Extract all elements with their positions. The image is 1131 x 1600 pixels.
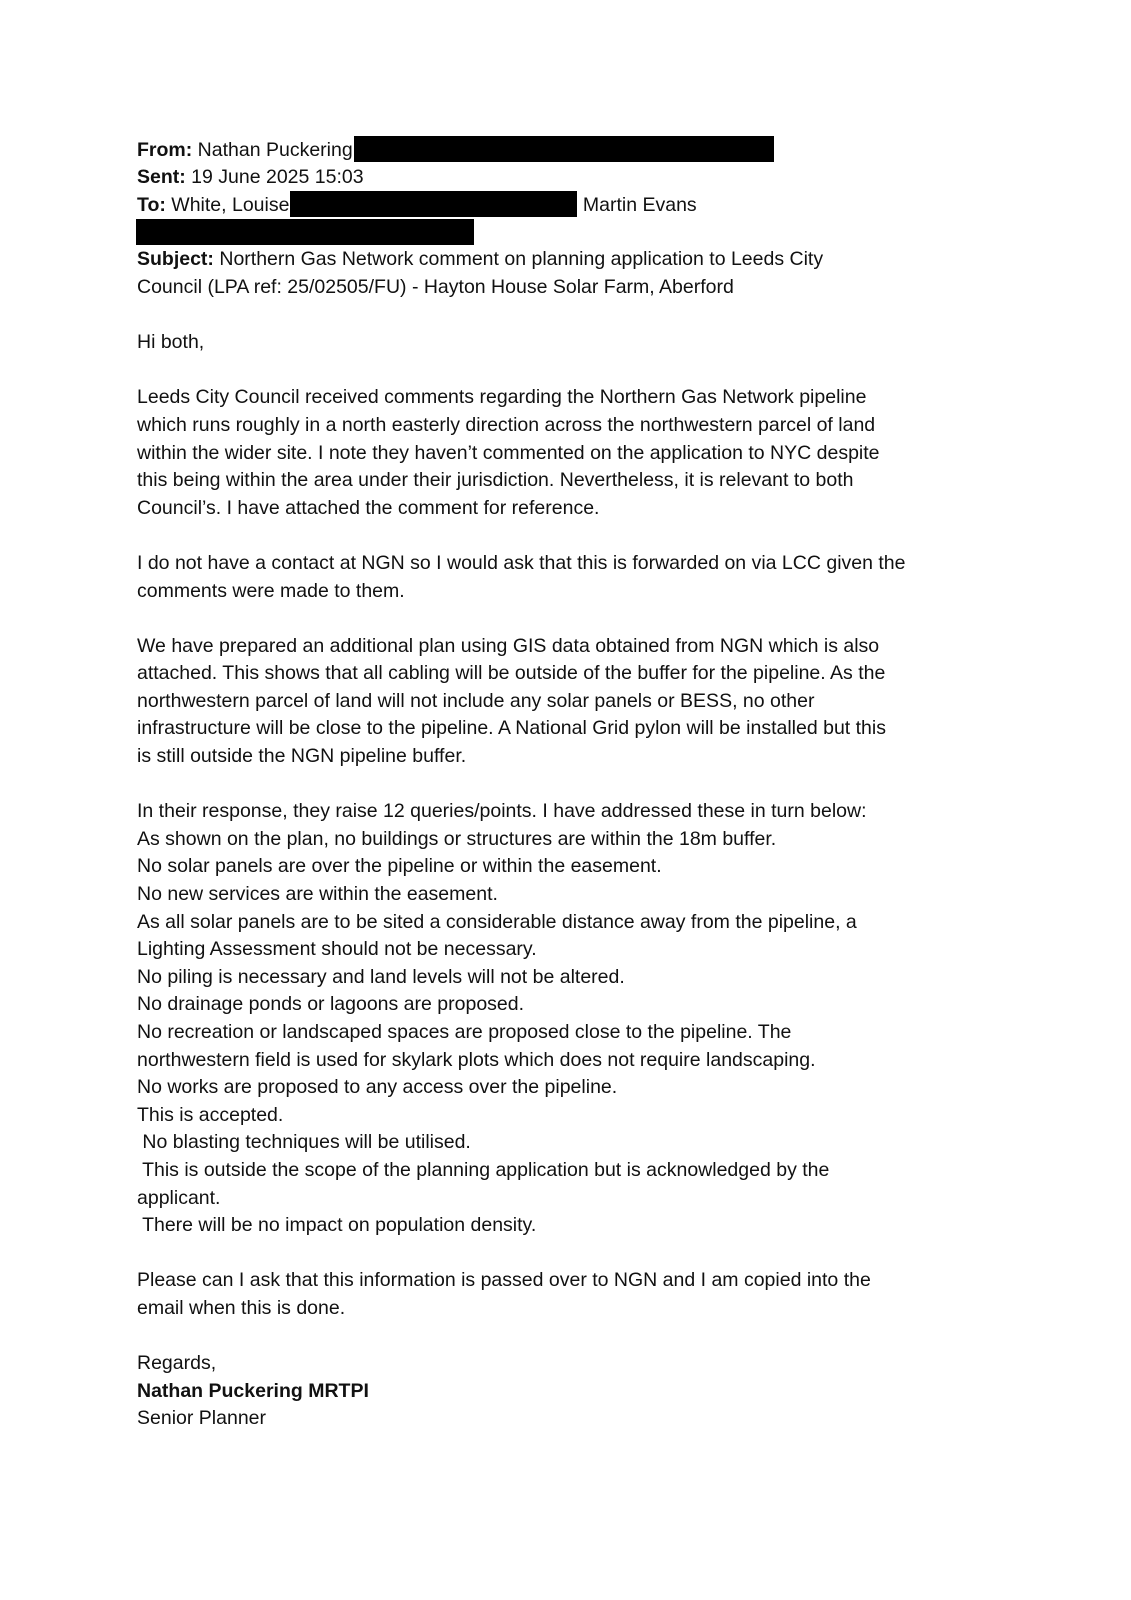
paragraph-3 bbox=[137, 633, 1017, 771]
response-point: No works are proposed to any access over the pipeline. bbox=[137, 1076, 618, 1099]
to-row bbox=[137, 191, 1017, 219]
response-point: As shown on the plan, no buildings or structures are within the 18m buffer. bbox=[137, 827, 777, 850]
to-value-2: Martin Evans bbox=[582, 194, 697, 217]
redaction-bar bbox=[136, 219, 474, 245]
paragraph-line: Leeds City Council received comments regarding the Northern Gas Network pipeline bbox=[137, 386, 867, 409]
paragraph-line: which runs roughly in a north easterly direction across the northwestern parcel of land bbox=[137, 413, 876, 436]
paragraph-5 bbox=[137, 1267, 1017, 1322]
signature-title: Senior Planner bbox=[137, 1407, 266, 1430]
response-point: As all solar panels are to be sited a considerable distance away from the pipeline, a bbox=[137, 910, 857, 933]
paragraph-line: comments were made to them. bbox=[137, 579, 405, 602]
sent-value: 19 June 2025 15:03 bbox=[191, 165, 364, 188]
paragraph-line: I do not have a contact at NGN so I would ask that this is forwarded on via LCC given the bbox=[137, 551, 906, 574]
response-point: No blasting techniques will be utilised. bbox=[137, 1131, 471, 1154]
paragraph-1 bbox=[137, 384, 1017, 522]
from-label: From: bbox=[137, 139, 193, 161]
response-point: This is accepted. bbox=[137, 1103, 284, 1126]
response-point: No recreation or landscaped spaces are proposed close to the pipeline. The bbox=[137, 1021, 792, 1043]
paragraph-line: email when this is done. bbox=[137, 1296, 346, 1319]
subject-line-2: Council (LPA ref: 25/02505/FU) - Hayton House Solar Farm, Aberford bbox=[137, 275, 734, 298]
paragraph-line: attached. This shows that all cabling will be outside of the buffer for the pipeline. As the bbox=[137, 662, 886, 685]
signature-name: Nathan Puckering MRTPI bbox=[137, 1379, 369, 1402]
redaction-bar bbox=[290, 191, 577, 217]
response-point: No solar panels are over the pipeline or within the easement. bbox=[137, 855, 662, 878]
subject-line-1: Northern Gas Network comment on planning application to Leeds City bbox=[219, 248, 824, 271]
response-point: Lighting Assessment should not be necessary. bbox=[137, 938, 537, 961]
paragraph-line: northwestern parcel of land will not include any solar panels or BESS, no other bbox=[137, 689, 815, 712]
email-document bbox=[137, 136, 1017, 1433]
to-row-continued bbox=[137, 219, 1017, 247]
subject-label: Subject: bbox=[137, 248, 214, 271]
paragraph-line: infrastructure will be close to the pipeline. A National Grid pylon will be installed but this bbox=[137, 717, 886, 740]
response-point: No piling is necessary and land levels will not be altered. bbox=[137, 965, 625, 988]
to-label: To: bbox=[137, 194, 166, 217]
from-row bbox=[137, 136, 1017, 164]
paragraph-line: is still outside the NGN pipeline buffer. bbox=[137, 745, 467, 768]
subject-row bbox=[137, 246, 1017, 274]
from-value: Nathan Puckering bbox=[197, 139, 353, 161]
response-point: No drainage ponds or lagoons are proposed. bbox=[137, 993, 525, 1016]
paragraph-4-response-points bbox=[137, 798, 1017, 1240]
response-point: There will be no impact on population density. bbox=[137, 1214, 537, 1237]
greeting: Hi both, bbox=[137, 331, 205, 354]
response-point: northwestern field is used for skylark plots which does not require landscaping. bbox=[137, 1048, 816, 1071]
response-point: This is outside the scope of the planning application but is acknowledged by the bbox=[137, 1158, 830, 1181]
sent-label: Sent: bbox=[137, 165, 186, 188]
paragraph-line: within the wider site. I note they haven’t commented on the application to NYC despite bbox=[137, 441, 880, 464]
signature-block bbox=[137, 1350, 1017, 1433]
paragraph-line: In their response, they raise 12 queries/points. I have addressed these in turn below: bbox=[137, 800, 867, 823]
closing: Regards, bbox=[137, 1352, 217, 1375]
paragraph-2 bbox=[137, 550, 1017, 605]
response-point: applicant. bbox=[137, 1186, 221, 1209]
paragraph-line: Please can I ask that this information is passed over to NGN and I am copied into the bbox=[137, 1269, 871, 1292]
paragraph-line: Council’s. I have attached the comment for reference. bbox=[137, 496, 600, 519]
redaction-bar bbox=[354, 136, 774, 162]
subject-row-continued bbox=[137, 274, 1017, 302]
paragraph-line: We have prepared an additional plan using GIS data obtained from NGN which is also bbox=[137, 634, 880, 657]
response-point: No new services are within the easement. bbox=[137, 883, 498, 906]
paragraph-line: this being within the area under their jurisdiction. Nevertheless, it is relevant to both bbox=[137, 469, 854, 492]
sent-row bbox=[137, 164, 1017, 192]
to-value-1: White, Louise bbox=[171, 194, 290, 217]
